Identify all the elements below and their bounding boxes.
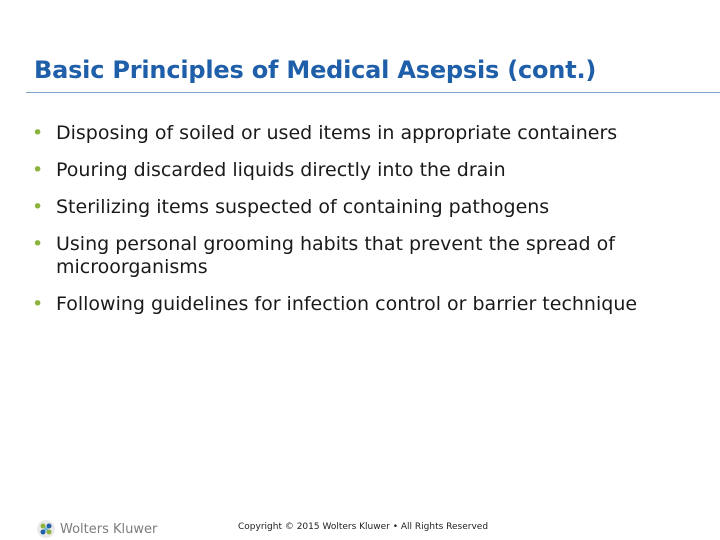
copyright-notice: Copyright © 2015 Wolters Kluwer • All Rights Reserved [238, 522, 489, 532]
bullet-text: Pouring discarded liquids directly into the drain [56, 159, 506, 181]
bullet-dot-icon: • [32, 233, 44, 255]
title-divider [26, 92, 720, 93]
bullet-text: Disposing of soiled or used items in appropriate containers [56, 122, 618, 144]
bullet-item [32, 159, 702, 182]
bullet-dot-icon: • [32, 293, 44, 315]
wolters-kluwer-logo [36, 518, 157, 540]
bullet-text: Following guidelines for infection control or barrier technique [56, 293, 638, 315]
bullet-item [32, 233, 702, 279]
bullet-item [32, 293, 702, 316]
bullet-item [32, 122, 702, 145]
bullet-dot-icon: • [32, 159, 44, 181]
bullet-dot-icon: • [32, 122, 44, 144]
bullet-text: Sterilizing items suspected of containing pathogens [56, 196, 550, 218]
logo-text: Wolters Kluwer [60, 521, 158, 537]
bullet-dot-icon: • [32, 196, 44, 218]
bullet-text: Using personal grooming habits that prevent the spread of microorganisms [56, 233, 615, 278]
logo-mark-icon [36, 519, 56, 539]
bullet-item [32, 196, 702, 219]
slide-title: Basic Principles of Medical Asepsis (cont.) [34, 56, 597, 84]
bullet-list [32, 122, 702, 330]
